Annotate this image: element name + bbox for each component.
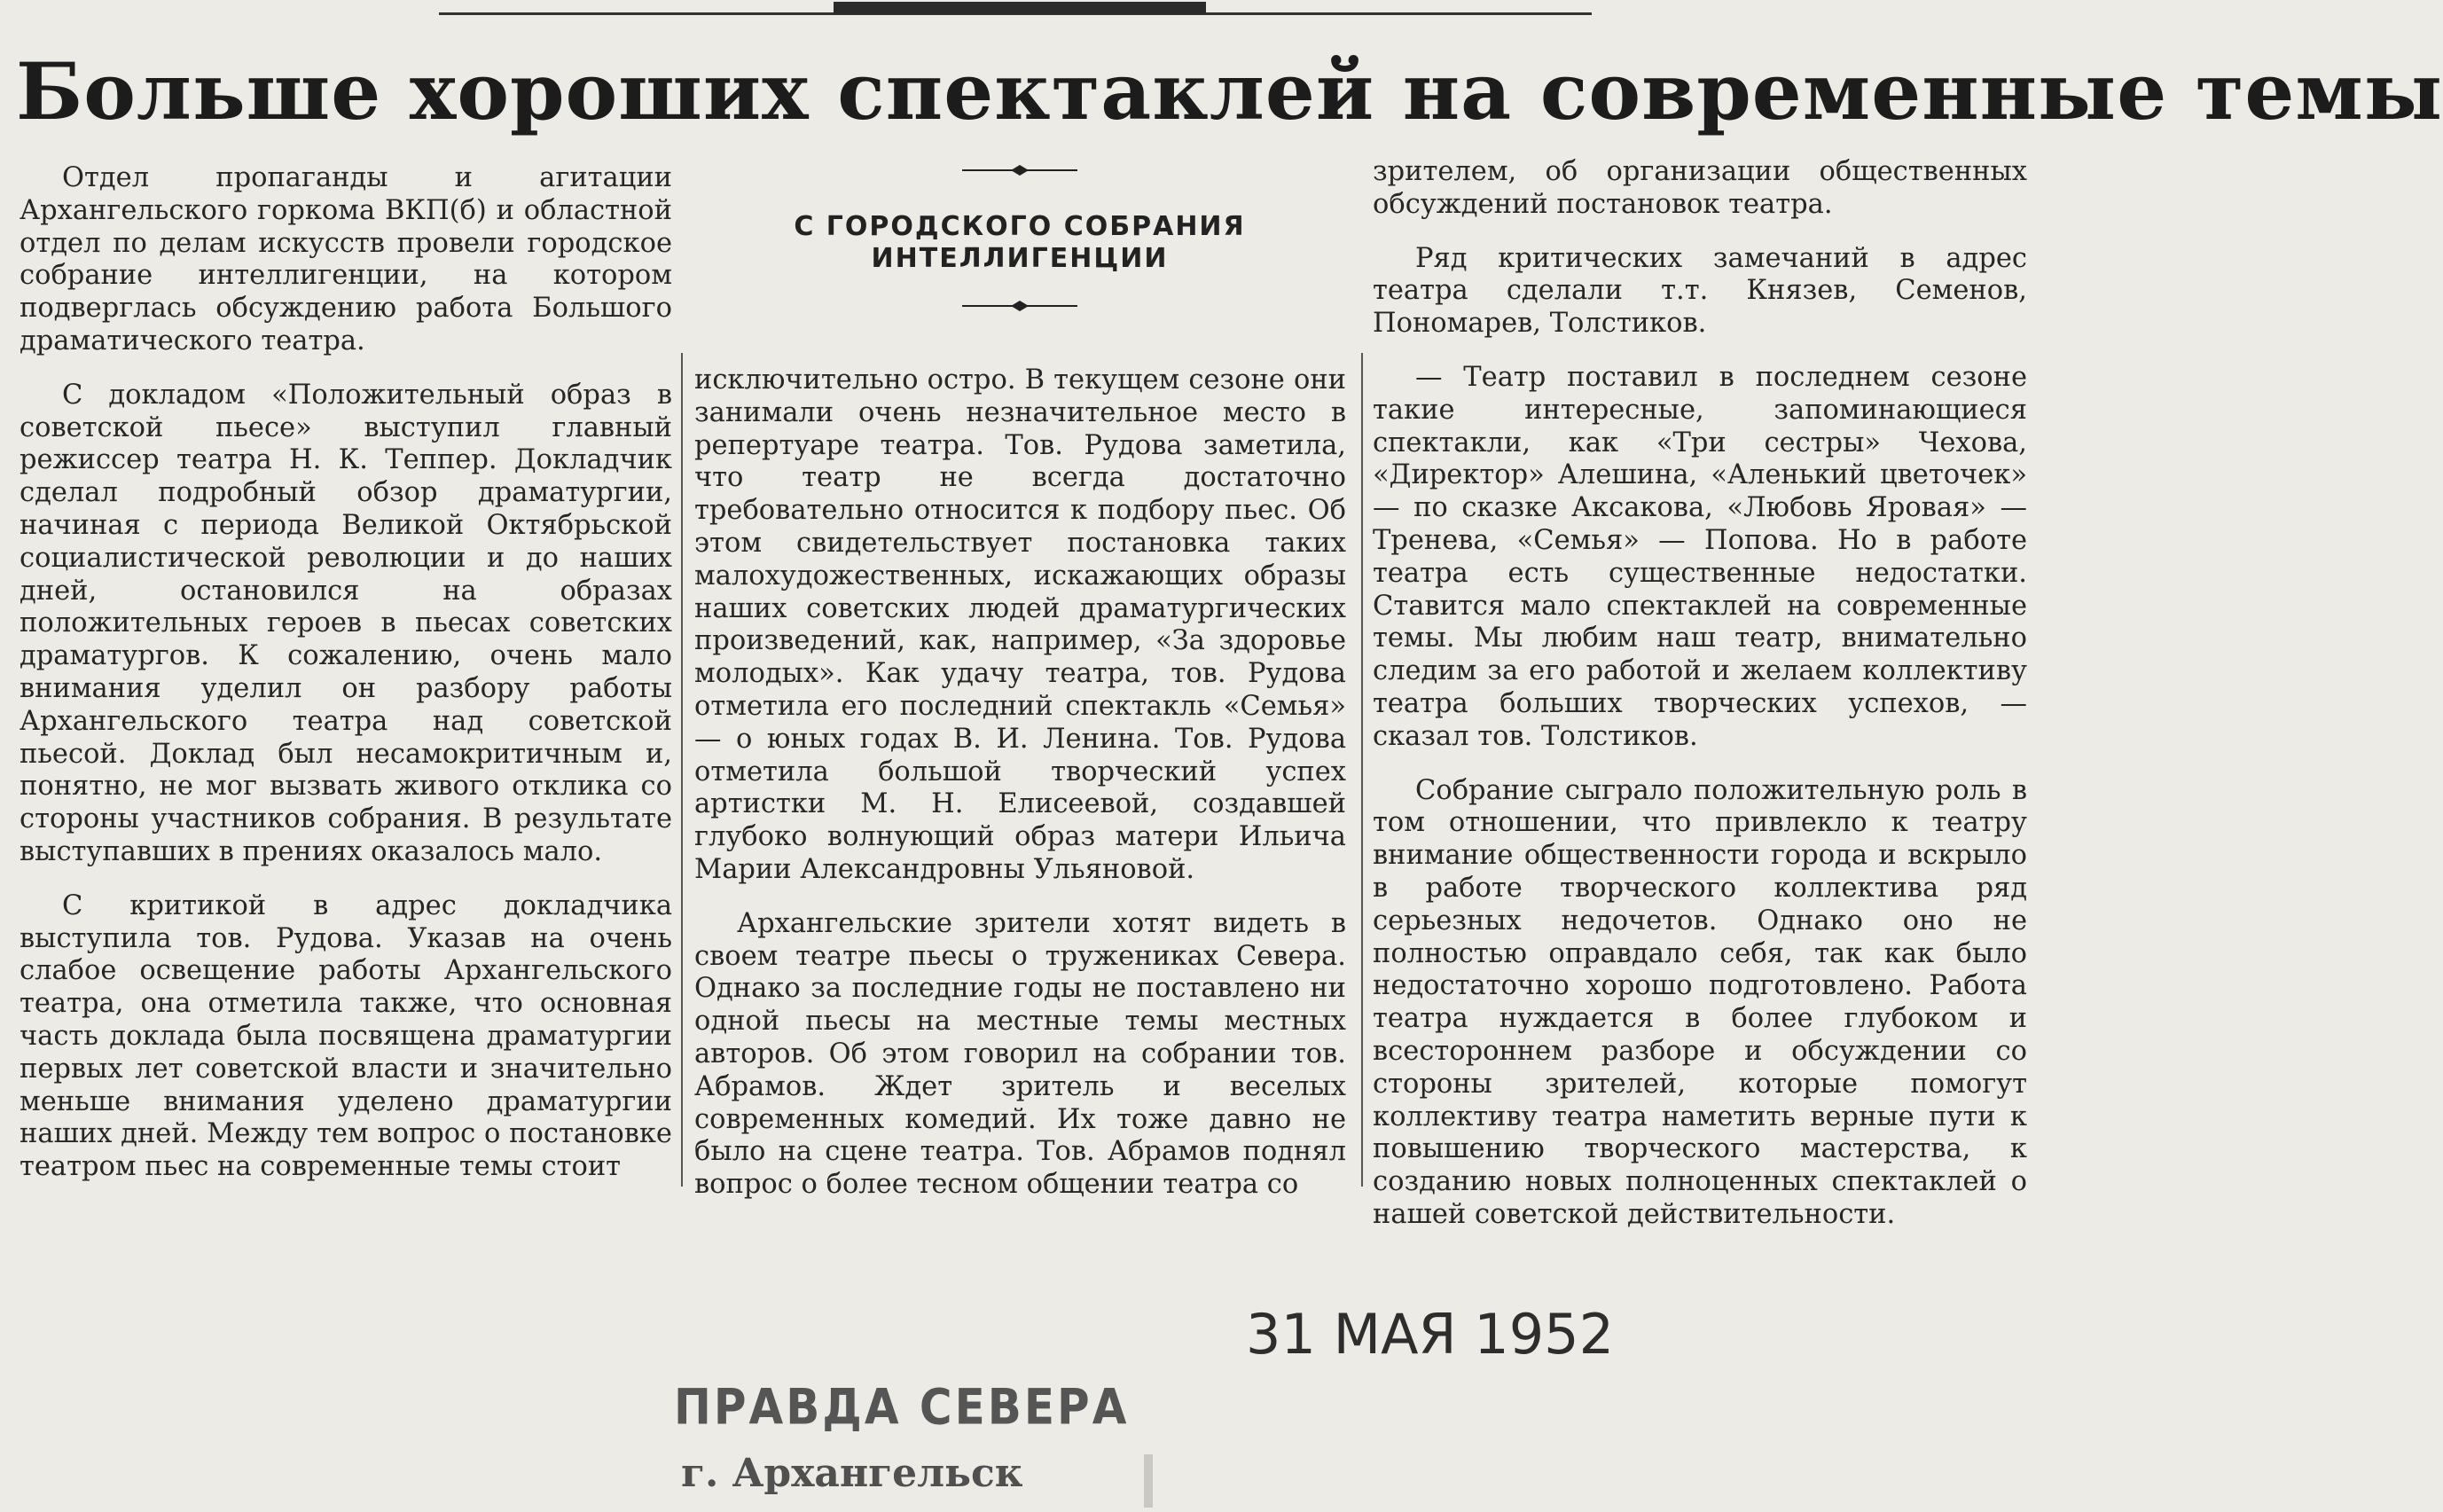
newspaper-name-stamp: ПРАВДА СЕВЕРА	[674, 1379, 1130, 1436]
paragraph: Архангельские зрители хотят видеть в своем театре пьесы о тружениках Севера. Однако за последние годы не поставлено ни одной пьесы на местные темы местных авторов. Об этом говорил на собрании тов. Абрамов. Ждет зритель и веселых современных комедий. Их тоже давно не было на сцене театра. Тов. Абрамов поднял вопрос о более тесном общении театра со	[694, 907, 1346, 1201]
paragraph: Отдел пропаганды и агитации Архангельского горкома ВКП(б) и областной отдел по делам искусств провели городское собрание интеллигенции, на котором подверглась обсуждению работа Большого драматического театра.	[20, 162, 672, 356]
paragraph: Ряд критических замечаний в адрес театра сделали т.т. Князев, Семенов, Пономарев, Толстиков.	[1373, 242, 2027, 340]
paper-smudge	[1144, 1454, 1153, 1508]
ornament-divider-icon	[962, 300, 1077, 312]
paragraph: исключительно остро. В текущем сезоне они занимали очень незначительное место в репертуаре театра. Тов. Рудова заметила, что театр не всегда достаточно требовательно относится к подбору пьес. Об этом свидетельствует постановка таких малохудожественных, искажающих образы наших советских людей драматургических произведений, как, например, «За здоровье молодых». Как удачу театра, тов. Рудова отметила его последний спектакль «Семья» — о юных годах В. И. Ленина. Тов. Рудова отметила большой творческий успех артистки М. Н. Елисеевой, создавшей глубоко волнующий образ матери Ильича Марии Александровны Ульяновой.	[694, 364, 1346, 885]
article-subheading: С ГОРОДСКОГО СОБРАНИЯ ИНТЕЛЛИГЕНЦИИ	[794, 211, 1246, 274]
city-stamp: г. Архангельск	[681, 1451, 1023, 1496]
paragraph: — Театр поставил в последнем сезоне такие интересные, запоминающиеся спектакли, как «Три сестры» Чехова, «Директор» Алешина, «Аленький цветочек» — по сказке Аксакова, «Любовь Яровая» — Тренева, «Семья» — Попова. Но в работе театра есть существенные недостатки. Ставится мало спектаклей на современные темы. Мы любим наш театр, внимательно следим за его работой и желаем коллективу театра больших творческих успехов, — сказал тов. Толстиков.	[1373, 361, 2027, 752]
article-column-1	[20, 162, 672, 1205]
article-column-3	[1373, 156, 2027, 1253]
column-divider	[1361, 353, 1363, 1187]
article-headline: Больше хороших спектаклей на современные темы	[16, 45, 2443, 137]
paragraph: Собрание сыграло положительную роль в том отношении, что привлекло к театру внимание общественности города и вскрыло в работе творческого коллектива ряд серьезных недочетов. Однако оно не полностью оправдало себя, так как было недостаточно хорошо подготовлено. Работа театра нуждается в более глубоком и всестороннем разборе и обсуждении со стороны зрителей, которые помогут коллективу театра наметить верные пути к повышению творческого мастерства, к созданию новых полноценных спектаклей о нашей советской действительности.	[1373, 774, 2027, 1230]
column-divider	[681, 353, 683, 1187]
date-stamp: 31 МАЯ 1952	[1246, 1302, 1615, 1367]
top-rule-thick	[834, 2, 1206, 14]
ornament-divider-icon	[962, 164, 1077, 176]
paragraph: С докладом «Положительный образ в советской пьесе» выступил главный режиссер театра Н. К. Теппер. Докладчик сделал подробный обзор драматургии, начиная с периода Великой Октябрьской социалистической революции и до наших дней, остановился на образах положительных героев в пьесах советских драматургов. К сожалению, очень мало внимания уделил он разбору работы Архангельского театра над советской пьесой. Доклад был несамокритичным и, понятно, не мог вызвать живого отклика со стороны участников собрания. В результате выступавших в прениях оказалось мало.	[20, 379, 672, 867]
paragraph: С критикой в адрес докладчика выступила тов. Рудова. Указав на очень слабое освещение работы Архангельского театра, она отметила также, что основная часть доклада была посвящена драматургии первых лет советской власти и значительно меньше внимания уделено драматургии наших дней. Между тем вопрос о постановке театром пьес на современные темы стоит	[20, 889, 672, 1183]
article-column-2	[694, 364, 1346, 1223]
paragraph: зрителем, об организации общественных обсуждений постановок театра.	[1373, 156, 2027, 220]
